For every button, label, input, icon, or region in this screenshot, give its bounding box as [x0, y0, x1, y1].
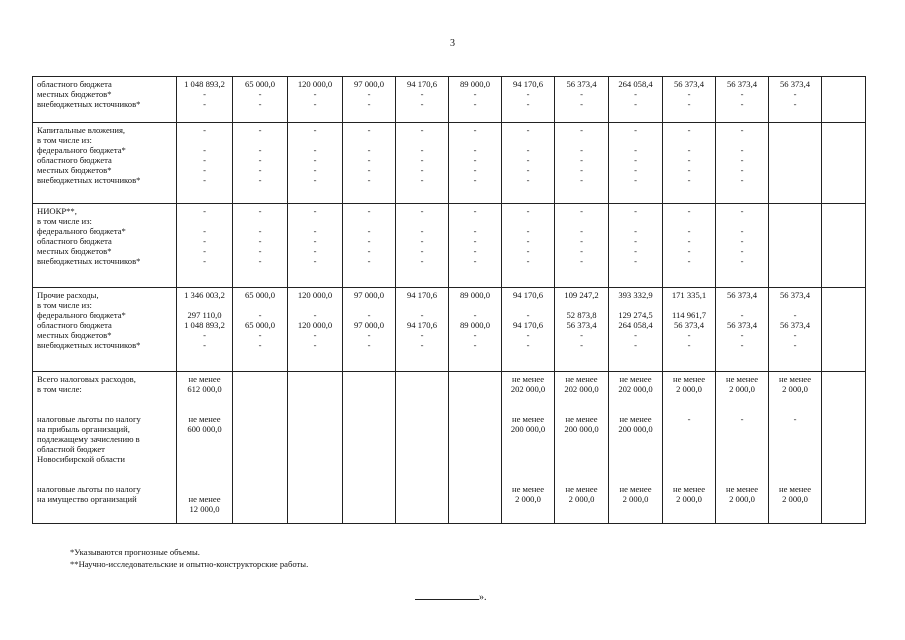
closing-mark [415, 590, 487, 603]
value-cell: не менее 612 000,0 не менее 600 000,0 не менее 12 000,0 [177, 372, 233, 524]
value-cell: - - - - - [609, 204, 663, 288]
value-cell [396, 372, 449, 524]
closing-quote: ». [479, 592, 487, 603]
value-cell: 120 000,0 - 120 000,0 - - [288, 288, 343, 372]
value-cell [343, 372, 396, 524]
value-cell: не менее 202 000,0 не менее 200 000,0 не менее 2 000,0 [609, 372, 663, 524]
value-cell: - - - - - [502, 204, 555, 288]
value-cell [822, 77, 866, 123]
value-cell: - - - - - [663, 204, 716, 288]
row-label: Капитальные вложения, в том числе из: федерального бюджета* областного бюджета местных бюджетов* внебюджетных источников* [33, 123, 177, 204]
budget-table [32, 76, 866, 524]
value-cell: 56 373,4 - - [716, 77, 769, 123]
value-cell: 171 335,1 114 961,7 56 373,4 - - [663, 288, 716, 372]
value-cell: 94 170,6 - - [396, 77, 449, 123]
value-cell: 120 000,0 - - [288, 77, 343, 123]
value-cell: 97 000,0 - 97 000,0 - - [343, 288, 396, 372]
row-label: Прочие расходы, в том числе из: федерального бюджета* областного бюджета местных бюджетов* внебюджетных источников* [33, 288, 177, 372]
row-label: Всего налоговых расходов, в том числе: налоговые льготы по налогу на прибыль организаций, подлежащему зачислению в областной бюджет Новосибирской области налоговые льготы по налогу на имущество организаций [33, 372, 177, 524]
value-cell: - - - - - [288, 204, 343, 288]
value-cell: не менее 2 000,0 - не менее 2 000,0 [663, 372, 716, 524]
value-cell: 94 170,6 - - [502, 77, 555, 123]
table-row [33, 77, 866, 123]
value-cell: 56 373,4 - - [555, 77, 609, 123]
footnotes [70, 546, 308, 570]
value-cell: 109 247,2 52 873,8 56 373,4 - - [555, 288, 609, 372]
value-cell [822, 123, 866, 204]
value-cell: 89 000,0 - - [449, 77, 502, 123]
value-cell: не менее 202 000,0 не менее 200 000,0 не менее 2 000,0 [502, 372, 555, 524]
value-cell [822, 204, 866, 288]
value-cell: 264 058,4 - - [609, 77, 663, 123]
value-cell: - - - - - [555, 123, 609, 204]
value-cell: - - - - - [343, 123, 396, 204]
value-cell: 56 373,4 - 56 373,4 - - [716, 288, 769, 372]
value-cell: 89 000,0 - 89 000,0 - - [449, 288, 502, 372]
value-cell: - - - - - [502, 123, 555, 204]
footnote-forecast: *Указываются прогнозные объемы. [70, 547, 200, 557]
value-cell: - - - - - [177, 123, 233, 204]
value-cell: - - - - - [449, 204, 502, 288]
value-cell [822, 372, 866, 524]
value-cell: 393 332,9 129 274,5 264 058,4 - - [609, 288, 663, 372]
value-cell: - - - - - [288, 123, 343, 204]
value-cell [769, 123, 822, 204]
table-row [33, 123, 866, 204]
value-cell: - - - - - [716, 123, 769, 204]
value-cell [449, 372, 502, 524]
value-cell [769, 204, 822, 288]
value-cell: - - - - - [663, 123, 716, 204]
value-cell: 56 373,4 - 56 373,4 - - [769, 288, 822, 372]
page-number: 3 [450, 38, 455, 49]
value-cell: - - - - - [716, 204, 769, 288]
blank-line [415, 590, 479, 600]
value-cell: не менее 2 000,0 - не менее 2 000,0 [716, 372, 769, 524]
table-row [33, 204, 866, 288]
value-cell: - - - - - [449, 123, 502, 204]
value-cell: - - - - - [609, 123, 663, 204]
value-cell: 56 373,4 - - [769, 77, 822, 123]
footnote-niokr: **Научно-исследовательские и опытно-конструкторские работы. [70, 559, 309, 569]
value-cell: - - - - - [177, 204, 233, 288]
value-cell: не менее 2 000,0 - не менее 2 000,0 [769, 372, 822, 524]
value-cell: - - - - - [343, 204, 396, 288]
value-cell: - - - - - [233, 123, 288, 204]
value-cell: 1 048 893,2 - - [177, 77, 233, 123]
row-label: областного бюджета местных бюджетов* внебюджетных источников* [33, 77, 177, 123]
value-cell: 94 170,6 - 94 170,6 - - [502, 288, 555, 372]
value-cell [822, 288, 866, 372]
value-cell: 1 346 003,2 297 110,0 1 048 893,2 - - [177, 288, 233, 372]
value-cell [288, 372, 343, 524]
row-label: НИОКР**, в том числе из: федерального бюджета* областного бюджета местных бюджетов* внебюджетных источников* [33, 204, 177, 288]
value-cell: не менее 202 000,0 не менее 200 000,0 не менее 2 000,0 [555, 372, 609, 524]
value-cell: 56 373,4 - - [663, 77, 716, 123]
value-cell: - - - - - [555, 204, 609, 288]
value-cell: - - - - - [233, 204, 288, 288]
table-row [33, 372, 866, 524]
value-cell: 65 000,0 - - [233, 77, 288, 123]
value-cell: - - - - - [396, 204, 449, 288]
value-cell: 65 000,0 - 65 000,0 - - [233, 288, 288, 372]
value-cell: 94 170,6 - 94 170,6 - - [396, 288, 449, 372]
table-row [33, 288, 866, 372]
value-cell: 97 000,0 - - [343, 77, 396, 123]
value-cell: - - - - - [396, 123, 449, 204]
value-cell [233, 372, 288, 524]
